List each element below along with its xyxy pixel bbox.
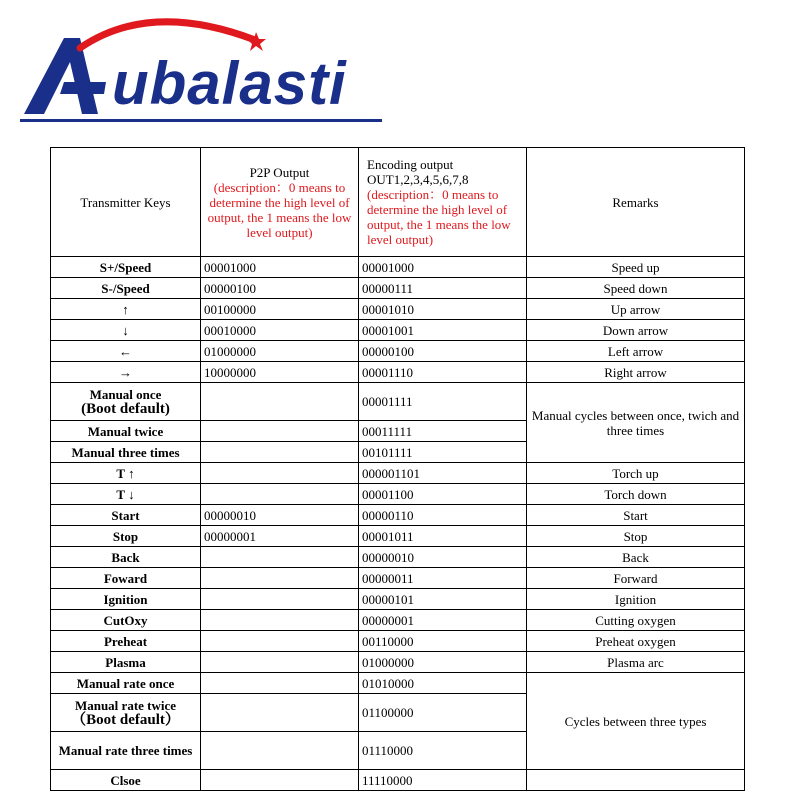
table-row bbox=[51, 526, 745, 547]
key-cell bbox=[51, 589, 201, 610]
table-row bbox=[51, 505, 745, 526]
table-header-row bbox=[51, 148, 745, 257]
header-encoding-description: (description：0 means to determine the high level of output, the 1 means the low level output) bbox=[367, 187, 511, 247]
p2p-output-cell bbox=[201, 631, 359, 652]
key-cell bbox=[51, 320, 201, 341]
key-label: T ↑ bbox=[116, 465, 135, 481]
key-label: S+/Speed bbox=[99, 259, 152, 275]
key-label: Manual rate once bbox=[76, 675, 175, 691]
table-row bbox=[51, 299, 745, 320]
header-encoding-output bbox=[359, 148, 527, 257]
key-sublabel: （Boot default） bbox=[71, 711, 180, 728]
p2p-output-cell: 00001000 bbox=[201, 257, 359, 278]
encoding-output-cell: 11110000 bbox=[359, 770, 527, 791]
encoding-output-cell: 01010000 bbox=[359, 673, 527, 694]
logo-underline bbox=[20, 119, 382, 122]
key-cell bbox=[51, 631, 201, 652]
encoding-output-cell: 00001001 bbox=[359, 320, 527, 341]
key-cell bbox=[51, 673, 201, 694]
key-cell bbox=[51, 694, 201, 732]
header-transmitter-keys: Transmitter Keys bbox=[51, 148, 201, 257]
encoding-output-cell: 00001110 bbox=[359, 362, 527, 383]
remark-cell: Preheat oxygen bbox=[527, 631, 745, 652]
key-cell bbox=[51, 463, 201, 484]
key-cell bbox=[51, 341, 201, 362]
remark-cell: Up arrow bbox=[527, 299, 745, 320]
p2p-output-cell: 00000001 bbox=[201, 526, 359, 547]
remark-cell: Speed down bbox=[527, 278, 745, 299]
encoding-output-cell: 00011111 bbox=[359, 421, 527, 442]
key-label: Start bbox=[111, 507, 140, 523]
table-row bbox=[51, 278, 745, 299]
remark-cell: Down arrow bbox=[527, 320, 745, 341]
table-row bbox=[51, 673, 745, 694]
key-cell bbox=[51, 770, 201, 791]
encoding-output-cell: 01000000 bbox=[359, 652, 527, 673]
remark-cell bbox=[527, 770, 745, 791]
key-cell bbox=[51, 421, 201, 442]
key-cell bbox=[51, 278, 201, 299]
key-label: CutOxy bbox=[103, 612, 148, 628]
table-row bbox=[51, 383, 745, 421]
table-row bbox=[51, 320, 745, 341]
remark-cell: Right arrow bbox=[527, 362, 745, 383]
encoding-output-cell: 00000011 bbox=[359, 568, 527, 589]
table-row bbox=[51, 484, 745, 505]
p2p-output-cell: 00100000 bbox=[201, 299, 359, 320]
merged-remark-cell: Manual cycles between once, twich and three times bbox=[527, 383, 745, 463]
key-label: Manual rate three times bbox=[58, 743, 193, 758]
header-p2p-description: (description：0 means to determine the high level of output, the 1 means the low level output) bbox=[207, 179, 352, 240]
header-remarks: Remarks bbox=[527, 148, 745, 257]
key-label: Manual three times bbox=[71, 444, 180, 460]
key-label: Manual once bbox=[89, 386, 162, 402]
key-label: Preheat bbox=[103, 633, 148, 649]
remark-cell: Stop bbox=[527, 526, 745, 547]
key-cell bbox=[51, 652, 201, 673]
key-encoding-table bbox=[50, 147, 745, 791]
p2p-output-cell: 10000000 bbox=[201, 362, 359, 383]
key-label: Clsoe bbox=[110, 772, 141, 788]
remark-cell: Cutting oxygen bbox=[527, 610, 745, 631]
encoding-output-cell: 00001010 bbox=[359, 299, 527, 320]
key-label: Back bbox=[111, 549, 140, 565]
key-label: S-/Speed bbox=[101, 280, 150, 296]
key-label: ↓ bbox=[122, 322, 129, 338]
p2p-output-cell bbox=[201, 652, 359, 673]
encoding-output-cell: 000001101 bbox=[359, 463, 527, 484]
p2p-output-cell bbox=[201, 484, 359, 505]
key-label: T ↓ bbox=[116, 486, 135, 502]
p2p-output-cell bbox=[201, 770, 359, 791]
table-row bbox=[51, 610, 745, 631]
p2p-output-cell bbox=[201, 589, 359, 610]
key-label: Foward bbox=[103, 570, 148, 586]
encoding-output-cell: 00000100 bbox=[359, 341, 527, 362]
header-p2p-output bbox=[201, 148, 359, 257]
table-row bbox=[51, 547, 745, 568]
p2p-output-cell: 01000000 bbox=[201, 341, 359, 362]
remark-cell: Torch up bbox=[527, 463, 745, 484]
encoding-output-cell: 01100000 bbox=[359, 694, 527, 732]
p2p-output-cell bbox=[201, 442, 359, 463]
p2p-output-cell bbox=[201, 547, 359, 568]
brand-logo bbox=[20, 8, 400, 138]
key-sublabel: (Boot default) bbox=[81, 400, 170, 417]
table-row bbox=[51, 341, 745, 362]
table-row bbox=[51, 362, 745, 383]
encoding-output-cell: 00000001 bbox=[359, 610, 527, 631]
remark-cell: Plasma arc bbox=[527, 652, 745, 673]
remark-cell: Torch down bbox=[527, 484, 745, 505]
p2p-output-cell: 00000010 bbox=[201, 505, 359, 526]
key-cell bbox=[51, 442, 201, 463]
remark-cell: Ignition bbox=[527, 589, 745, 610]
encoding-output-cell: 00001011 bbox=[359, 526, 527, 547]
p2p-output-cell bbox=[201, 568, 359, 589]
remark-cell: Left arrow bbox=[527, 341, 745, 362]
key-cell bbox=[51, 610, 201, 631]
encoding-output-cell: 01110000 bbox=[359, 732, 527, 770]
table-row bbox=[51, 652, 745, 673]
remark-cell: Back bbox=[527, 547, 745, 568]
brand-name: ubalasti bbox=[112, 50, 347, 117]
p2p-output-cell bbox=[201, 673, 359, 694]
table-row bbox=[51, 568, 745, 589]
key-label: Stop bbox=[112, 528, 139, 544]
key-cell bbox=[51, 505, 201, 526]
key-cell bbox=[51, 383, 201, 421]
key-label: ↑ bbox=[122, 301, 129, 317]
key-label: Manual twice bbox=[87, 423, 164, 439]
remark-cell: Start bbox=[527, 505, 745, 526]
merged-remark-cell: Cycles between three types bbox=[527, 673, 745, 770]
table-row bbox=[51, 589, 745, 610]
key-label: Ignition bbox=[103, 591, 148, 607]
key-cell bbox=[51, 568, 201, 589]
encoding-output-cell: 00110000 bbox=[359, 631, 527, 652]
p2p-output-cell bbox=[201, 421, 359, 442]
encoding-output-cell: 00001000 bbox=[359, 257, 527, 278]
key-cell bbox=[51, 732, 201, 770]
key-cell bbox=[51, 362, 201, 383]
key-cell bbox=[51, 299, 201, 320]
remark-cell: Speed up bbox=[527, 257, 745, 278]
p2p-output-cell: 00000100 bbox=[201, 278, 359, 299]
key-cell bbox=[51, 526, 201, 547]
p2p-output-cell bbox=[201, 694, 359, 732]
header-p2p-title: P2P Output bbox=[249, 164, 310, 180]
key-label: Manual rate twice bbox=[74, 697, 177, 713]
key-cell bbox=[51, 547, 201, 568]
key-cell bbox=[51, 257, 201, 278]
encoding-output-cell: 00000101 bbox=[359, 589, 527, 610]
encoding-output-cell: 00001100 bbox=[359, 484, 527, 505]
p2p-output-cell bbox=[201, 463, 359, 484]
p2p-output-cell bbox=[201, 383, 359, 421]
header-encoding-title: Encoding output OUT1,2,3,4,5,6,7,8 bbox=[367, 157, 469, 187]
encoding-output-cell: 00101111 bbox=[359, 442, 527, 463]
table-row bbox=[51, 770, 745, 791]
table-row bbox=[51, 257, 745, 278]
p2p-output-cell: 00010000 bbox=[201, 320, 359, 341]
p2p-output-cell bbox=[201, 732, 359, 770]
key-label: Plasma bbox=[105, 654, 146, 670]
encoding-output-cell: 00000110 bbox=[359, 505, 527, 526]
table-row bbox=[51, 463, 745, 484]
key-label: ← bbox=[119, 343, 132, 359]
encoding-output-cell: 00000111 bbox=[359, 278, 527, 299]
key-label: → bbox=[119, 364, 132, 380]
encoding-output-cell: 00000010 bbox=[359, 547, 527, 568]
p2p-output-cell bbox=[201, 610, 359, 631]
remark-cell: Forward bbox=[527, 568, 745, 589]
table-row bbox=[51, 631, 745, 652]
encoding-output-cell: 00001111 bbox=[359, 383, 527, 421]
key-cell bbox=[51, 484, 201, 505]
